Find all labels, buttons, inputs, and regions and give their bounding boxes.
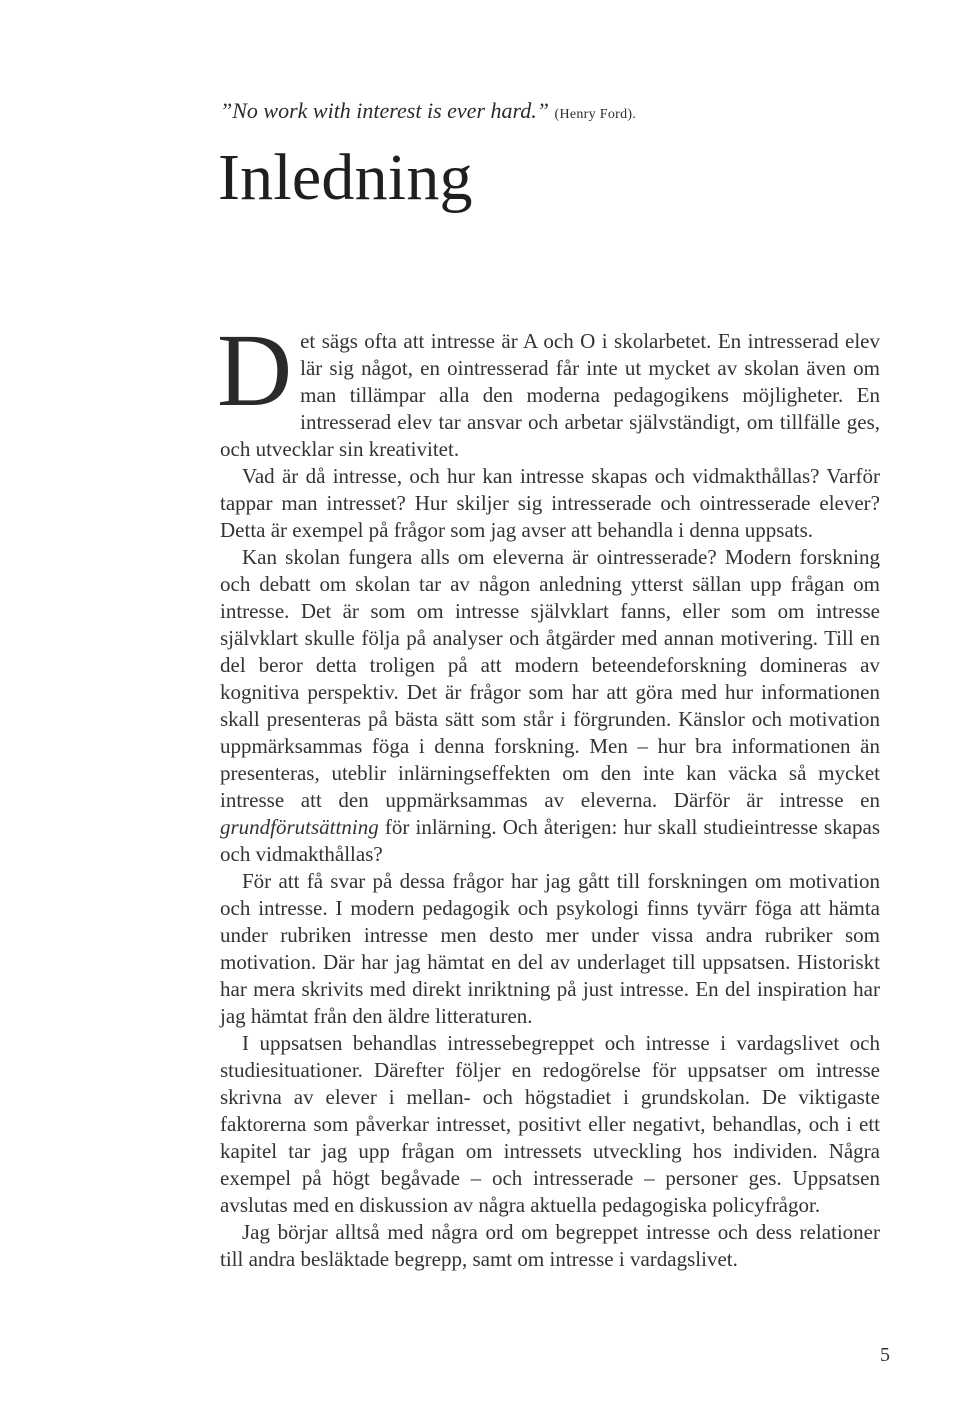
epigraph-quote: ”No work with interest is ever hard.”: [220, 98, 549, 123]
paragraph-3-text-before: Kan skolan fungera alls om eleverna är ointresserade? Modern forskning och debatt om skolan tar av någon anledning ytterst sällan upp frågan om intresse. Det är som om intresse självklart fanns, eller som om intresse självklart skulle följa på analyser och åtgärder med annan motivering. Till en del beror detta troligen på att modern beteendeforskning domineras av kognitiva perspektiv. Det är frågor som har att göra med hur informationen skall presenteras på bästa sätt som står i förgrunden. Känslor och motivation uppmärksammas föga i denna forskning. Men – hur bra informationen än presenteras, uteblir inlärningseffekten om den inte kan väcka så mycket intresse att den uppmärksammas av eleverna. Därför är intresse en: [220, 545, 880, 812]
paragraph-3: [220, 544, 880, 868]
paragraph-3-text-after: för inlärning. Och återigen: hur skall studieintresse skapas och vidmakthållas?: [220, 815, 881, 866]
paragraph-1: [217, 313, 880, 463]
paragraph-5: I uppsatsen behandlas intressebegreppet och intresse i vardagslivet och studiesituationer. Därefter följer en redogörelse för uppsatser om intresse skrivna av elever i mellan- och högstadiet i grundskolan. De viktigaste faktorerna som påverkar intresset, positivt eller negativt, behandlas, och i ett kapitel tar jag upp frågan om intressets utveckling hos individen. Några exempel på högt begåvade – och intresserade – personer ges. Uppsatsen avslutas med en diskussion av några aktuella pedagogiska policyfrågor.: [220, 1031, 880, 1217]
epigraph-author: (Henry Ford).: [554, 107, 637, 122]
paragraph-1-text: et sägs ofta att intresse är A och O i skolarbetet. En intresserad elev lär sig något, en ointresserad får inte ut mycket av skolan även om man tillämpar alla den moderna pedagogikens möjligheter. En intresserad elev tar ansvar och arbetar självständigt, om tillfälle ges, och utvecklar sin kreativitet.: [220, 329, 880, 461]
paragraph-2: Vad är då intresse, och hur kan intresse skapas och vidmakthållas? Varför tappar man intresset? Hur skiljer sig intresserade och ointresserade elever? Detta är exempel på frågor som jag avser att behandla i denna uppsats.: [220, 464, 880, 542]
body-text: [217, 313, 881, 1273]
paragraph-3-emphasis: grundförutsättning: [220, 815, 379, 839]
drop-cap: D: [217, 313, 293, 428]
epigraph: [220, 96, 636, 130]
paragraph-4: För att få svar på dessa frågor har jag gått till forskningen om motivation och intresse. I modern pedagogik och psykologi finns tyvärr föga att hämta under rubriken intresse men desto mer under vissa andra rubriker som motivation. Där har jag hämtat en del av underlaget till uppsatsen. Historiskt har mera skrivits med direkt inriktning på just intresse. En del inspiration har jag hämtat från den äldre litteraturen.: [220, 869, 880, 1028]
chapter-title: Inledning: [218, 141, 473, 214]
paragraph-6: Jag börjar alltså med några ord om begreppet intresse och dess relationer till andra besläktade begrepp, samt om intresse i vardagslivet.: [220, 1220, 880, 1271]
page-number: 5: [880, 1344, 890, 1366]
